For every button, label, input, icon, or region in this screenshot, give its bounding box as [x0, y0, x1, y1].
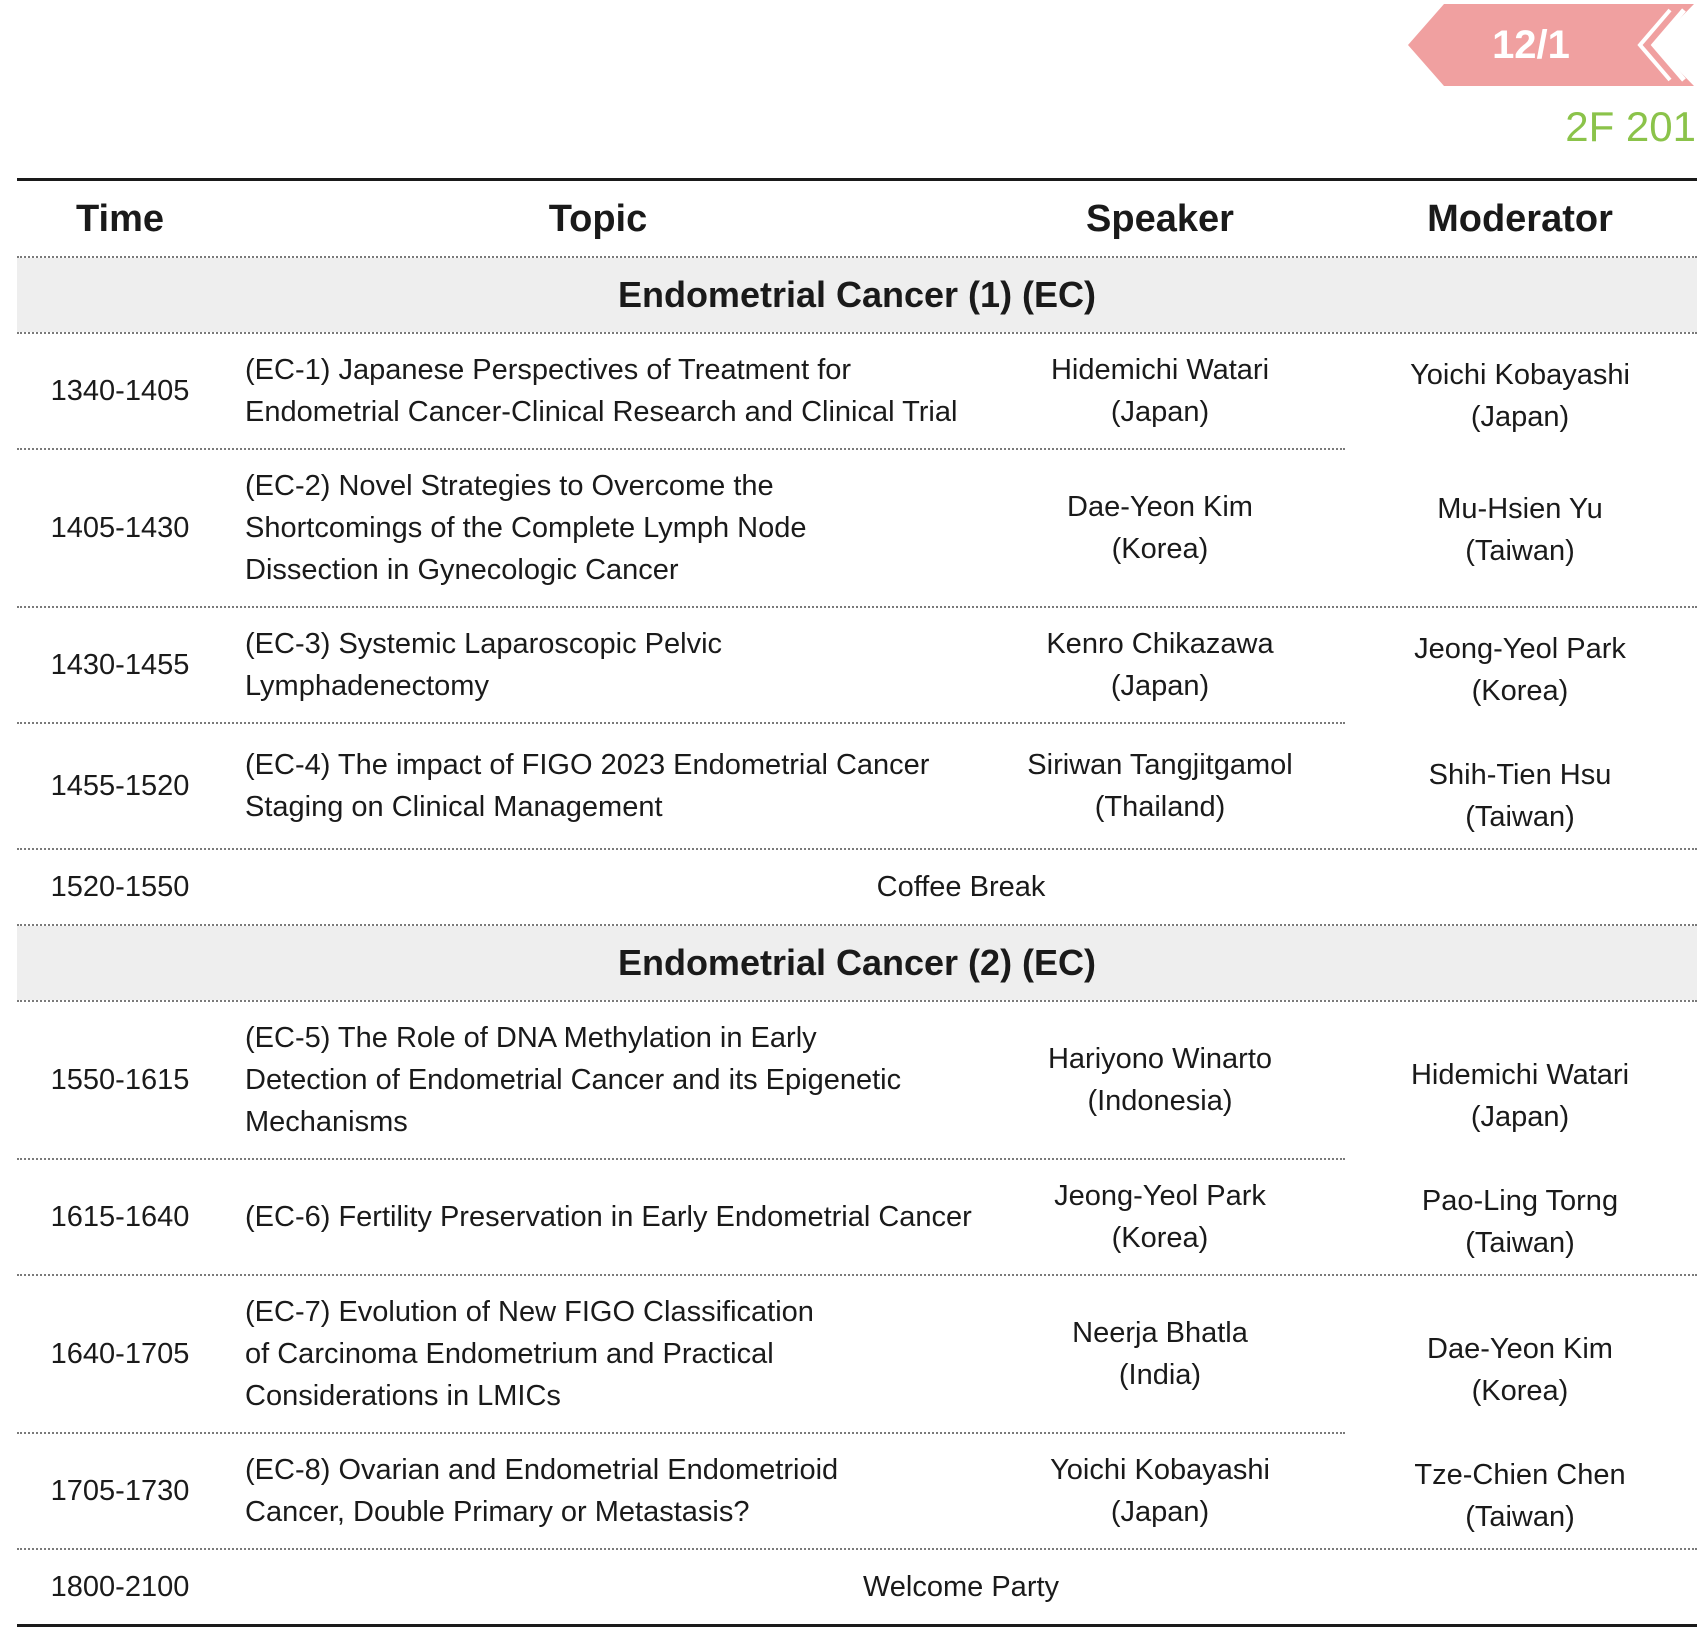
talk-time: 1550-1615 [50, 1064, 190, 1096]
moderator-country: (Taiwan) [1465, 535, 1575, 567]
speaker-country: (Japan) [1110, 1496, 1210, 1528]
topic-line: of Carcinoma Endometrium and Practical [245, 1338, 774, 1370]
topic-line: Staging on Clinical Management [245, 791, 663, 823]
speaker-name: Yoichi Kobayashi [1050, 1454, 1270, 1486]
moderator [1360, 1446, 1680, 1546]
moderator-country: (Korea) [1471, 675, 1569, 707]
talk-topic [245, 724, 1005, 848]
moderator-name: Mu-Hsien Yu [1437, 493, 1603, 525]
topic-line: Mechanisms [245, 1106, 408, 1138]
topic-line: Endometrial Cancer-Clinical Research and Clinical Trial [245, 396, 958, 428]
talk-speaker [1005, 724, 1315, 848]
topic-line: (EC-8) Ovarian and Endometrial Endometrioid [245, 1454, 839, 1486]
speaker-name: Jeong-Yeol Park [1054, 1180, 1266, 1212]
talk-topic [245, 450, 1005, 606]
moderator-name: Jeong-Yeol Park [1414, 633, 1626, 665]
topic-line: Cancer, Double Primary or Metastasis? [245, 1496, 750, 1528]
talk-speaker [1005, 1434, 1315, 1548]
talk-time: 1705-1730 [50, 1475, 190, 1507]
talk-topic [245, 1002, 1005, 1158]
moderator [1360, 1046, 1680, 1146]
moderator-country: (Japan) [1470, 1101, 1570, 1133]
topic-line: (EC-3) Systemic Laparoscopic Pelvic [245, 628, 723, 660]
welcome-party-label: Welcome Party [862, 1571, 1060, 1603]
talk-time: 1640-1705 [50, 1338, 190, 1370]
speaker-name: Siriwan Tangjitgamol [1027, 749, 1293, 781]
talk-topic [245, 334, 1005, 448]
moderator [1360, 346, 1680, 446]
table-top-rule [17, 178, 1697, 181]
talk-topic [245, 1434, 1005, 1548]
speaker-name: Kenro Chikazawa [1046, 628, 1274, 660]
talk-time: 1615-1640 [50, 1201, 190, 1233]
talk-speaker [1005, 1002, 1315, 1158]
moderator-name: Pao-Ling Torng [1421, 1185, 1619, 1217]
talk-speaker [1005, 334, 1315, 448]
column-header-speaker: Speaker [1086, 198, 1234, 240]
moderator-country: (Taiwan) [1465, 1501, 1575, 1533]
topic-line: (EC-4) The impact of FIGO 2023 Endometrial Cancer [245, 749, 930, 781]
speaker-country: (India) [1118, 1359, 1202, 1391]
moderator-name: Yoichi Kobayashi [1410, 359, 1630, 391]
talk-speaker [1005, 1276, 1315, 1432]
speaker-country: (Japan) [1110, 670, 1210, 702]
topic-line: (EC-5) The Role of DNA Methylation in Early [245, 1022, 817, 1054]
talk-time: 1430-1455 [50, 649, 190, 681]
break-time: 1520-1550 [50, 871, 190, 903]
talk-time: 1340-1405 [50, 375, 190, 407]
topic-line: (EC-1) Japanese Perspectives of Treatment for [245, 354, 852, 386]
talk-speaker [1005, 1160, 1315, 1274]
talk-speaker [1005, 608, 1315, 722]
speaker-country: (Korea) [1111, 533, 1209, 565]
column-header-time: Time [75, 198, 164, 240]
moderator-name: Shih-Tien Hsu [1428, 759, 1612, 791]
speaker-country: (Korea) [1111, 1222, 1209, 1254]
topic-line: (EC-6) Fertility Preservation in Early Endometrial Cancer [245, 1201, 972, 1233]
talk-topic [245, 1276, 1005, 1432]
moderator [1360, 480, 1680, 580]
moderator [1360, 1172, 1680, 1272]
talk-topic [245, 1160, 1015, 1274]
speaker-name: Dae-Yeon Kim [1067, 491, 1253, 523]
moderator-country: (Korea) [1471, 1375, 1569, 1407]
speaker-name: Hariyono Winarto [1047, 1043, 1273, 1075]
speaker-country: (Japan) [1110, 396, 1210, 428]
topic-line: Dissection in Gynecologic Cancer [245, 554, 679, 586]
talk-speaker [1005, 450, 1315, 606]
speaker-country: (Indonesia) [1087, 1085, 1233, 1117]
topic-line: Detection of Endometrial Cancer and its Epigenetic [245, 1064, 902, 1096]
moderator-name: Dae-Yeon Kim [1427, 1333, 1613, 1365]
talk-topic [245, 608, 1005, 722]
section-title-ec2: Endometrial Cancer (2) (EC) [617, 942, 1097, 983]
moderator [1360, 620, 1680, 720]
moderator-name: Tze-Chien Chen [1414, 1459, 1626, 1491]
speaker-name: Neerja Bhatla [1072, 1317, 1248, 1349]
moderator-country: (Taiwan) [1465, 1227, 1575, 1259]
column-header-moderator: Moderator [1427, 198, 1613, 240]
topic-line: Shortcomings of the Complete Lymph Node [245, 512, 807, 544]
date-label: 12/1 (Fri.) [1486, 23, 1576, 149]
topic-line: (EC-2) Novel Strategies to Overcome the [245, 470, 774, 502]
moderator [1360, 1320, 1680, 1420]
coffee-break-label: Coffee Break [876, 871, 1046, 903]
topic-line: Lymphadenectomy [245, 670, 489, 702]
moderator-name: Hidemichi Watari [1410, 1059, 1630, 1091]
speaker-country: (Thailand) [1094, 791, 1226, 823]
column-header-topic: Topic [548, 198, 648, 240]
talk-time: 1455-1520 [50, 770, 190, 802]
table-bottom-rule [17, 1624, 1697, 1627]
moderator [1360, 746, 1680, 846]
room-label: 2F 201 [1565, 103, 1696, 150]
section-title-ec1: Endometrial Cancer (1) (EC) [617, 274, 1097, 315]
speaker-name: Hidemichi Watari [1050, 354, 1270, 386]
talk-time: 1405-1430 [50, 512, 190, 544]
moderator-country: (Taiwan) [1465, 801, 1575, 833]
topic-line: (EC-7) Evolution of New FIGO Classification [245, 1296, 814, 1328]
moderator-country: (Japan) [1470, 401, 1570, 433]
topic-line: Considerations in LMICs [245, 1380, 561, 1412]
break-time: 1800-2100 [50, 1571, 190, 1603]
